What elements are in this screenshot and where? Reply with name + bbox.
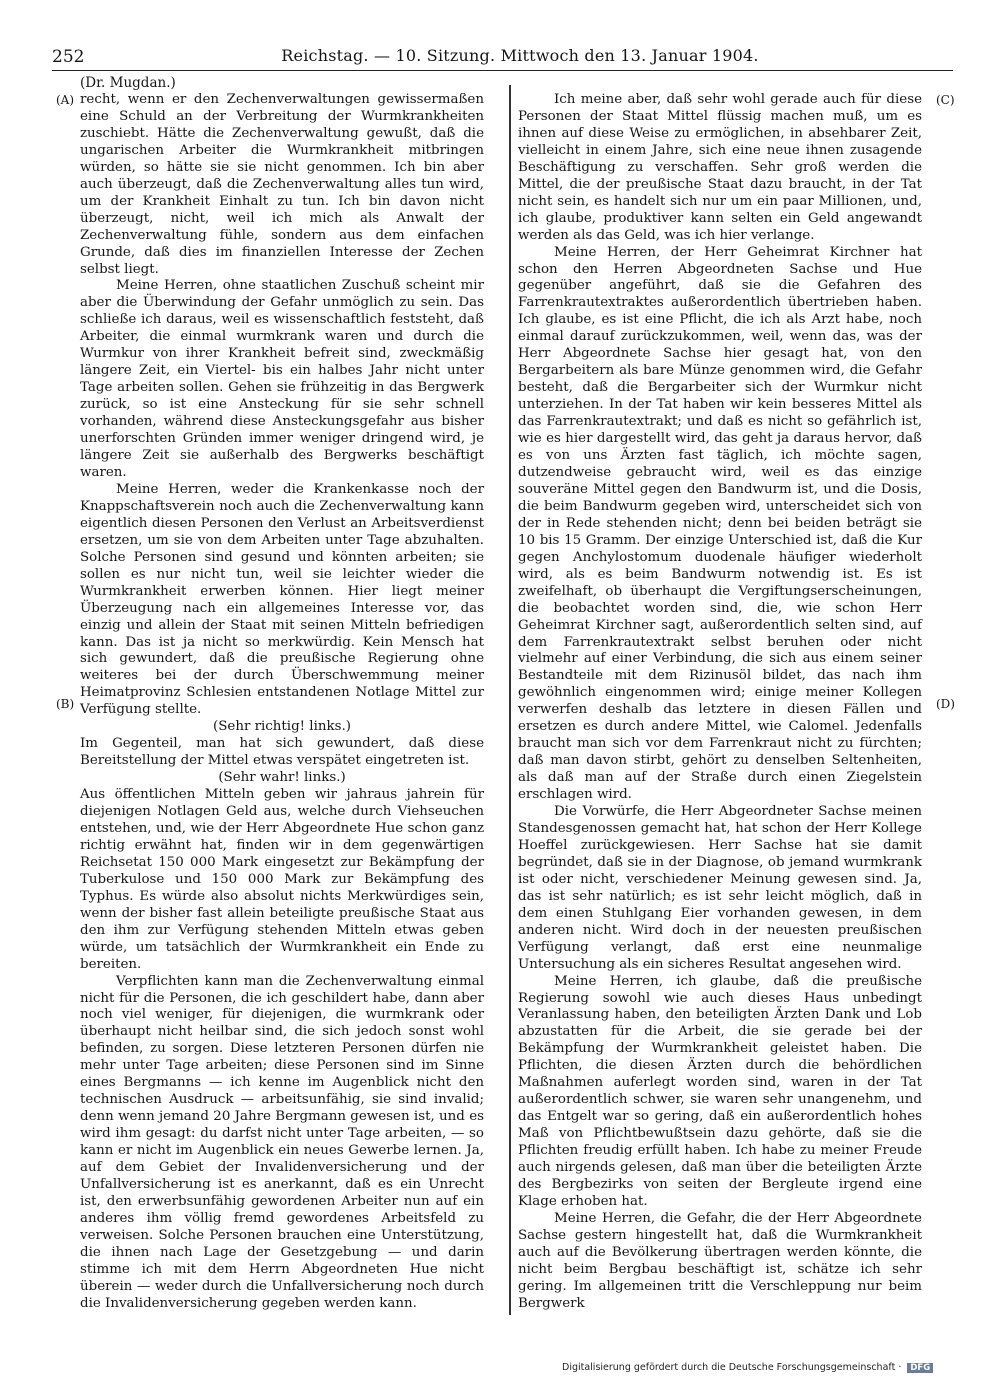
paragraph: Ich meine aber, daß sehr wohl gerade auch für diese Personen der Staat Mittel flüssig machen muß, um es ihnen auf diese Weise zu ermöglichen, in absehbarer Zeit, vielleicht in einem Jahre, sich eine neue ihnen zusagende Beschäftigung zu verschaffen. Sehr groß werden die Mittel, die der preußische Staat dazu braucht, in der Tat nicht sein, es handelt sich nur um ein paar Millionen, und, ich glaube, produktiver kann selten ein Geld angewandt werden als das Geld, was ich hier verlange. bbox=[518, 92, 922, 243]
paragraph: Meine Herren, die Gefahr, die der Herr Abgeordnete Sachse gestern hingestellt hat, daß die Wurmkrankheit auch auf die Bevölkerung übertragen werden könnte, die nicht beim Bergbau beschäftigt ist, schätze ich sehr gering. Im allgemeinen tritt die Verschleppung nur beim Bergwerk bbox=[518, 1210, 922, 1311]
dfg-logo: DFG bbox=[907, 1363, 933, 1373]
left-column bbox=[80, 92, 484, 1313]
footer-text: Digitalisierung gefördert durch die Deutsche Forschungsgemeinschaft · bbox=[562, 1362, 902, 1373]
paragraph: Verpflichten kann man die Zechenverwaltung einmal nicht für die Personen, die ich geschildert habe, dann aber noch viel weniger, für diejenigen, die wurmkrank oder überhaupt nicht heilbar sind, die sich jedoch sonst wohl befinden, zu sorgen. Diese letzteren Personen dürfen nie mehr unter Tage arbeiten; diese Personen sind im Sinne eines Bergmanns — ich kenne im Augenblick nicht den technischen Ausdruck — arbeitsunfähig, sie sind invalid; denn wenn jemand 20 Jahre Bergmann gewesen ist, und es wird ihm gesagt: du darfst nicht unter Tage arbeiten, — so kann er nicht im Augenblick ein neues Gewerbe lernen. Ja, auf dem Gebiet der Invalidenversicherung und der Unfallversicherung ist es anerkannt, daß es ein Unrecht ist, den erwerbsunfähig gewordenen Arbeiter nun auf ein anderes ihm völlig fremd gewordenes Arbeitsfeld zu verweisen. Solche Personen brauchen eine Unterstützung, die ihnen nach Lage der Gesetzgebung — und darin stimme ich mit dem Herrn Abgeordneten Hue nicht überein — weder durch die Unfallversicherung noch durch die Invalidenversicherung gegeben werden kann. bbox=[80, 973, 484, 1311]
speaker-tag: (Dr. Mugdan.) bbox=[80, 75, 176, 91]
running-head: Reichstag. — 10. Sitzung. Mittwoch den 13. Januar 1904. bbox=[281, 46, 759, 65]
margin-mark-a: (A) bbox=[56, 93, 75, 107]
paragraph: Die Vorwürfe, die Herr Abgeordneter Sachse meinen Standesgenossen gemacht hat, hat schon der Herr Kollege Hoeffel zurückgewiesen. Herr Sachse hat sie damit begründet, daß sie in der Diagnose, ob jemand wurmkrank ist oder nicht, verschiedener Meinung gewesen sind. Ja, das ist sehr natürlich; es ist sehr leicht möglich, daß in dem einen Stuhlgang Eier vorhanden gewesen, in dem anderen nicht. Wird doch in der neuesten preußischen Verfügung verlangt, daß erst eine neunmalige Untersuchung als ein sicheres Resultat angesehen wird. bbox=[518, 804, 922, 972]
paragraph: recht, wenn er den Zechenverwaltungen gewissermaßen eine Schuld an der Verbreitung der Wurmkrankheiten zuschiebt. Hätte die Zechenverwaltung gewußt, daß die ungarischen Arbeiter die Wurmkrankheit mitbringen würden, so hätte sie sie nicht genommen. Ich bin aber auch überzeugt, daß die Zechenverwaltung alles tun wird, um der Krankheit Einhalt zu tun. Ich bin davon nicht überzeugt, nicht, weil ich mich als Anwalt der Zechenverwaltung fühle, sondern aus dem einfachen Grunde, daß dies im finanziellen Interesse der Zechen selbst liegt. bbox=[80, 92, 484, 277]
header-rule bbox=[52, 70, 953, 71]
paragraph: Meine Herren, weder die Krankenkasse noch der Knappschaftsverein noch auch die Zechenverwaltung kann eigentlich diesen Personen den Verlust an Arbeitsverdienst ersetzen, um sie von dem Arbeiten unter Tage abzuhalten. Solche Personen sind gesund und könnten arbeiten; sie sollen es nur nicht tun, weil sie leichter wieder die Wurmkrankheit erwerben können. Hier liegt meiner Überzeugung nach ein allgemeines Interesse vor, das einzig und allein der Staat mit seinen Mitteln befriedigen kann. Das ist ja nicht so merkwürdig. Kein Mensch hat sich gewundert, daß die preußische Regierung ohne weiteres bei der durch Überschwemmung meiner Heimatprovinz Schlesien entstandenen Notlage Mittel zur Verfügung stellte. bbox=[80, 481, 484, 718]
interjection: (Sehr wahr! links.) bbox=[218, 770, 346, 786]
margin-mark-b: (B) bbox=[56, 697, 75, 711]
margin-mark-c: (C) bbox=[936, 93, 955, 107]
footer-credit bbox=[562, 1362, 933, 1373]
interjection: (Sehr richtig! links.) bbox=[213, 719, 351, 735]
page-number: 252 bbox=[52, 47, 85, 67]
column-rule bbox=[509, 85, 511, 1315]
paragraph: Meine Herren, ohne staatlichen Zuschuß scheint mir aber die Überwindung der Gefahr unmöglich zu sein. Das schließe ich daraus, weil es wissenschaftlich feststeht, daß Arbeiter, die einmal wurmkrank waren und durch die Wurmkur von ihrer Krankheit befreit sind, zweckmäßig längere Zeit, ein Viertel- bis ein halbes Jahr nicht unter Tage arbeiten sollen. Gehen sie frühzeitig in das Bergwerk zurück, so ist eine Ansteckung für sie sehr schnell vorhanden, während diese Ansteckungsgefahr aus bisher unerforschten Gründen immer weniger dringend wird, je längere Zeit sie außerhalb des Bergwerks beschäftigt waren. bbox=[80, 278, 484, 480]
right-column bbox=[518, 92, 922, 1313]
paragraph: Aus öffentlichen Mitteln geben wir jahraus jahrein für diejenigen Notlagen Geld aus, welche durch Viehseuchen entstehen, und, wie der Herr Abgeordnete Hue schon ganz richtig erwähnt hat, finden wir in dem gegenwärtigen Reichsetat 150 000 Mark eingesetzt zur Bekämpfung der Tuberkulose und 150 000 Mark zur Bekämpfung des Typhus. Es würde also absolut nichts Merkwürdiges sein, wenn der bisher fast allein beteiligte preußische Staat aus den ihm zur Verfügung stehenden Mitteln etwas geben würde, um tatsächlich der Wurmkrankheit ein Ende zu bereiten. bbox=[80, 787, 484, 972]
paragraph: Im Gegenteil, man hat sich gewundert, daß diese Bereitstellung der Mittel etwas verspätet eingetreten ist. bbox=[80, 736, 484, 769]
paragraph: Meine Herren, ich glaube, daß die preußische Regierung sowohl wie auch dieses Haus unbedingt Veranlassung haben, den beteiligten Ärzten Dank und Lob abzustatten für die Arbeit, die sie gerade bei der Bekämpfung der Wurmkrankheit geleistet haben. Die Pflichten, die diesen Ärzten durch die behördlichen Maßnahmen auferlegt worden sind, waren in der Tat außerordentlich schwer, sie waren sehr unangenehm, und das Entgelt war so gering, daß ein außerordentlich hohes Maß von Pflichtbewußtsein dazu gehörte, daß sie die Pflichten freudig erfüllt haben. Ich habe zu meiner Freude auch nirgends gelesen, daß man über die beteiligten Ärzte des Bergbezirks von seiten der Bergleute irgend eine Klage erhoben hat. bbox=[518, 973, 922, 1209]
paragraph: Meine Herren, der Herr Geheimrat Kirchner hat schon den Herren Abgeordneten Sachse und Hue gegenüber angeführt, daß sie die Gefahren des Farrenkrautextraktes außerordentlich übertrieben haben. Ich glaube, es ist eine Pflicht, die ich als Arzt habe, noch einmal darauf zurückzukommen, weil, wenn das, was der Herr Abgeordnete Sachse hier gesagt hat, von den Bergarbeitern als bare Münze genommen wird, die Gefahr besteht, daß die Bergarbeiter sich der Wurmkur nicht unterziehen. In der Tat haben wir kein besseres Mittel als das Farrenkrautextrakt; und daß es nicht so gefährlich ist, wie es hier dargestellt wird, das geht ja daraus hervor, daß es von uns Ärzten fast täglich, ich möchte sagen, dutzendweise gebraucht wird, weil es das einzige souveräne Mittel gegen den Bandwurm ist, und die Dosis, die beim Bandwurm gegeben wird, unterscheidet sich von der in Rede stehenden nicht; denn bei beiden beträgt sie 10 bis 15 Gramm. Der einzige Unterschied ist, daß die Kur gegen Anchylostomum duodenale häufiger wiederholt wird, als es beim Bandwurm notwendig ist. Es ist zweifelhaft, ob überhaupt die Vergiftungserscheinungen, die beobachtet worden sind, die, wie schon Herr Geheimrat Kirchner sagt, außerordentlich selten sind, auf dem Farrenkrautextrakt selbst beruhen oder nicht vielmehr auf einer Verbindung, die sich aus einem seiner Bestandteile mit dem Rizinusöl bildet, das nach ihm gewöhnlich eingenommen wird; einige meiner Kollegen verwerfen deshalb das letztere in diesen Fällen und ersetzen es durch andere Mittel, wie Calomel. Jedenfalls braucht man sich vor dem Farrenkraut nicht zu fürchten; daß man davon stirbt, gehört zu denselben Seltenheiten, als daß man auf der Straße durch einen Ziegelstein erschlagen wird. bbox=[518, 244, 922, 803]
margin-mark-d: (D) bbox=[936, 697, 955, 711]
